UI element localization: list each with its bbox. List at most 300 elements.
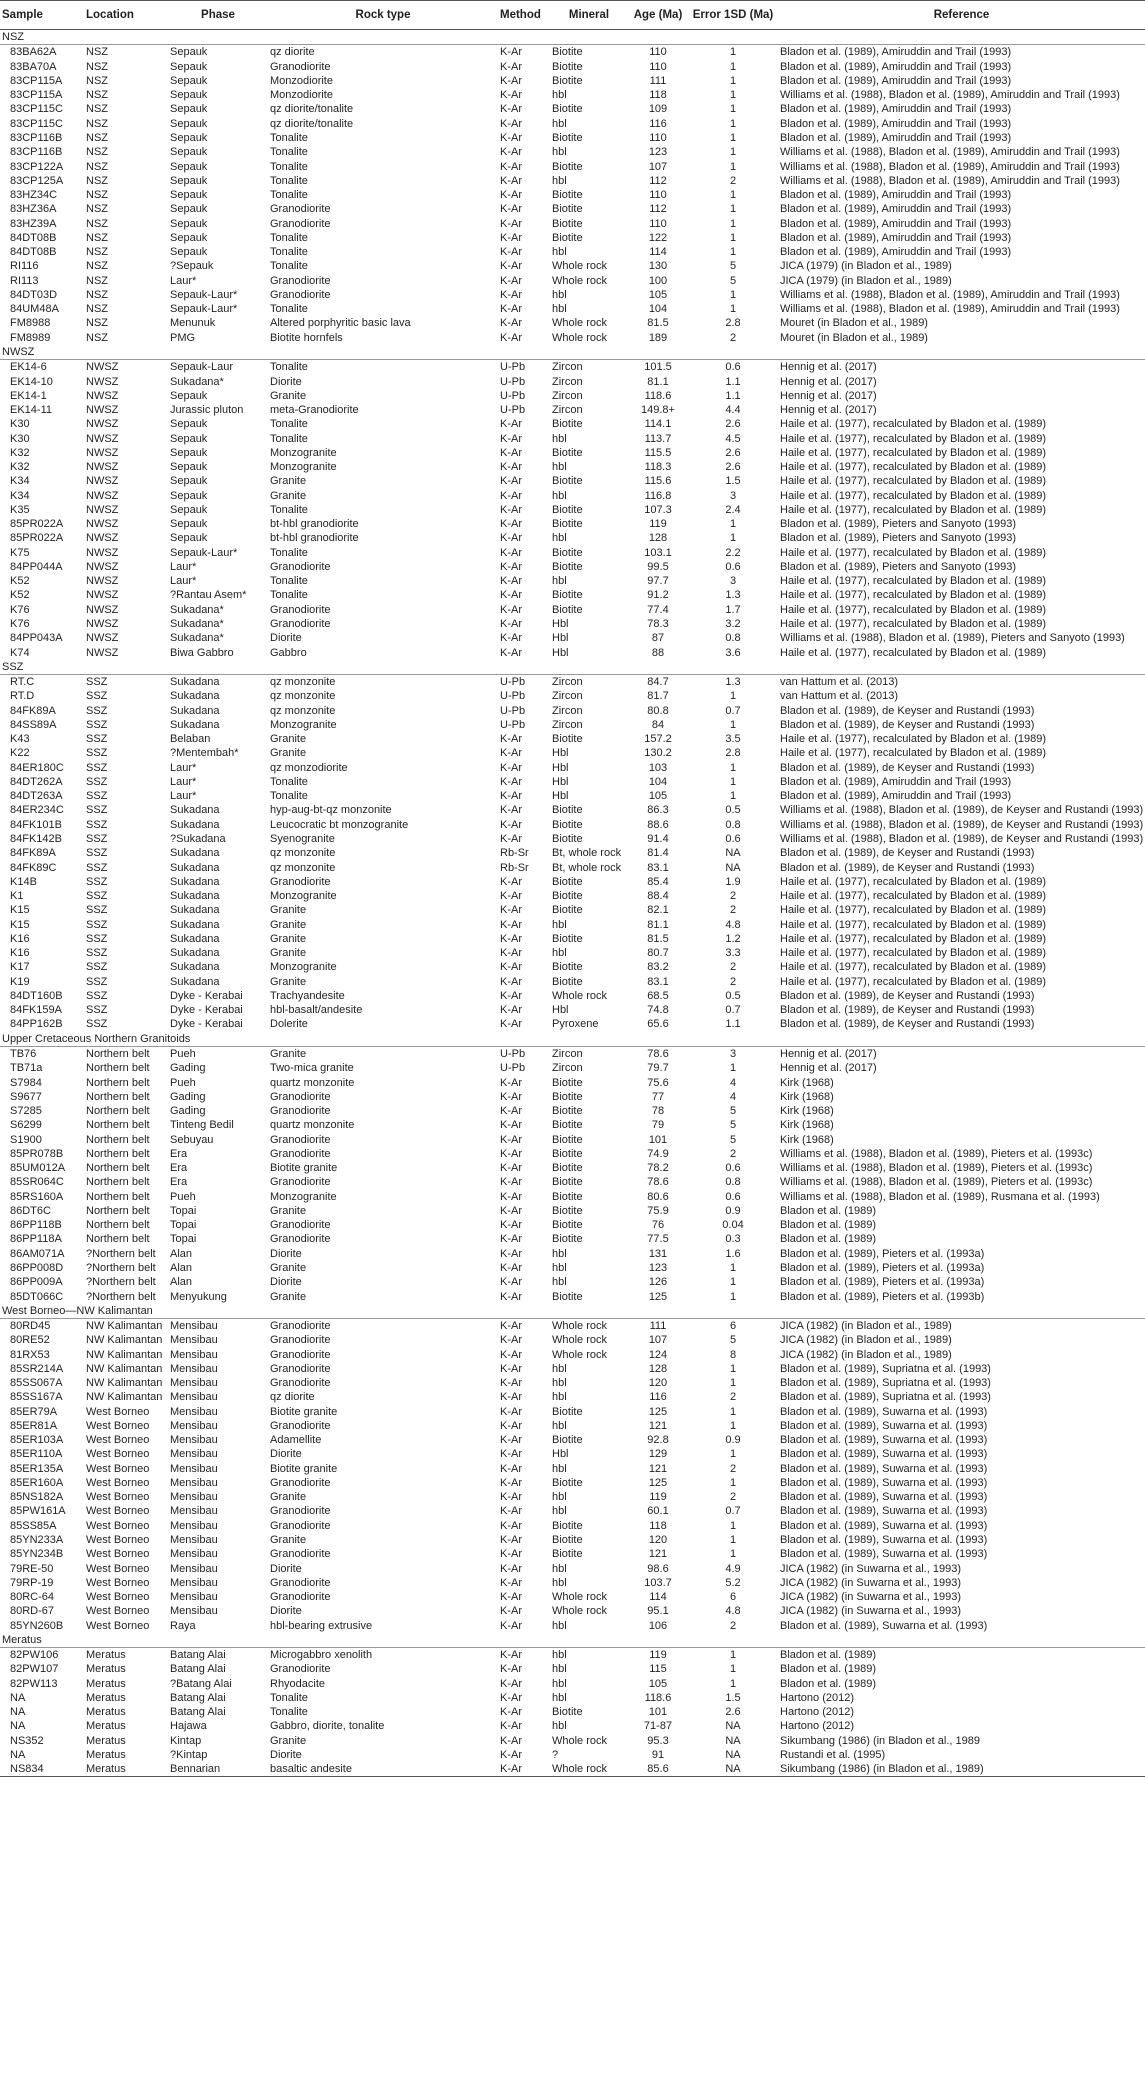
error-cell: 1 (729, 1519, 737, 1532)
reference-cell: Haile et al. (1977), recalculated by Bladon et al. (1989) (780, 618, 1046, 631)
phase-cell: Mensibau (170, 1448, 218, 1461)
rock-type-cell: Granite (270, 947, 307, 960)
error-cell: 1 (729, 532, 737, 545)
mineral-cell: Biotite (552, 1119, 583, 1132)
rock-type-cell: qz diorite/tonalite (270, 117, 354, 130)
mineral-cell: hbl (552, 1276, 567, 1289)
reference-cell: Bladon et al. (1989), Amiruddin and Trail (1993) (780, 231, 1012, 244)
group-header-row (0, 660, 1145, 675)
phase-cell: Sepauk-Laur* (170, 546, 238, 559)
method-cell: K-Ar (500, 1419, 522, 1432)
location-cell: Northern belt (86, 1162, 150, 1175)
sample-cell: 85YN260B (10, 1619, 64, 1632)
table-row (0, 145, 1145, 159)
reference-cell: Bladon et al. (1989), Amiruddin and Trail (1993) (780, 189, 1012, 202)
age-cell: 113.7 (644, 432, 672, 445)
location-cell: SSZ (86, 1018, 108, 1031)
error-cell: 1.5 (725, 475, 741, 488)
rock-type-cell: Diorite (270, 375, 302, 388)
sample-cell: 83CP115C (10, 103, 63, 116)
group-title: NSZ (0, 30, 1145, 45)
phase-cell: Sepauk (170, 217, 208, 230)
method-cell: U-Pb (500, 718, 526, 731)
sample-cell: RI116 (10, 260, 39, 273)
error-cell: 1 (729, 89, 737, 102)
error-cell: NA (725, 861, 741, 874)
phase-cell: Raya (170, 1619, 196, 1632)
location-cell: West Borneo (86, 1548, 150, 1561)
rock-type-cell: Monzodiorite (270, 74, 333, 87)
age-cell: 101 (648, 1133, 668, 1146)
rock-type-cell: qz diorite/tonalite (270, 103, 354, 116)
rock-type-cell: Monzogranite (270, 461, 337, 474)
reference-cell: JICA (1982) (in Suwarna et al., 1993) (780, 1605, 961, 1618)
table-row (0, 1132, 1145, 1146)
phase-cell: Sukadana (170, 975, 220, 988)
phase-cell: Mensibau (170, 1362, 218, 1375)
age-cell: 101.5 (644, 361, 672, 374)
method-cell: K-Ar (500, 518, 522, 531)
table-row (0, 1104, 1145, 1118)
method-cell: K-Ar (500, 446, 522, 459)
age-cell: 88.4 (647, 890, 669, 903)
reference-cell: Bladon et al. (1989), Suwarna et al. (1993) (780, 1419, 988, 1432)
error-cell: 1 (729, 761, 737, 774)
mineral-cell: hbl (552, 288, 567, 301)
location-cell: SSZ (86, 833, 108, 845)
reference-cell: Bladon et al. (1989), de Keyser and Rustandi (1993) (780, 989, 1035, 1002)
table-row (0, 403, 1145, 417)
location-cell: NWSZ (86, 432, 119, 445)
method-cell: K-Ar (500, 1004, 522, 1017)
rock-type-cell: Rhyodacite (270, 1677, 326, 1690)
mineral-cell: Hbl (552, 775, 569, 788)
mineral-cell: Whole rock (550, 1762, 628, 1777)
error-cell: 8 (729, 1348, 737, 1361)
location-cell: NWSZ (86, 361, 119, 374)
table-row (0, 1090, 1145, 1104)
mineral-cell: hbl (552, 1691, 567, 1704)
age-cell: 80.8 (647, 704, 669, 717)
mineral-cell: Biotite (552, 1162, 583, 1175)
error-cell: 1.6 (725, 1247, 741, 1260)
sample-cell: 84FK101B (10, 818, 62, 831)
reference-cell: Bladon et al. (1989), Suwarna et al. (1993) (780, 1448, 988, 1461)
age-cell: 131 (648, 1247, 668, 1260)
reference-cell: Bladon et al. (1989), Supriatna et al. (1993) (780, 1362, 991, 1375)
rock-type-cell: Diorite (270, 1749, 302, 1761)
method-cell: K-Ar (500, 103, 522, 116)
method-cell: K-Ar (500, 733, 522, 746)
rock-type-cell: hyp-aug-bt-qz monzonite (270, 804, 392, 817)
phase-cell: Sepauk-Laur* (170, 288, 238, 301)
rock-type-cell: Tonalite (270, 189, 308, 202)
location-cell: ?Northern belt (86, 1276, 156, 1289)
location-cell: NWSZ (86, 404, 119, 417)
method-cell: K-Ar (500, 1749, 522, 1761)
sample-cell: 84SS89A (10, 718, 57, 731)
age-cell: 81.5 (647, 317, 669, 330)
age-cell: 104 (648, 303, 668, 316)
rock-type-cell: Granodiorite (270, 1334, 331, 1347)
reference-cell: Hennig et al. (2017) (780, 389, 877, 402)
method-cell: Rb-Sr (500, 847, 529, 860)
table-row (0, 1118, 1145, 1132)
phase-cell: Sukadana (170, 847, 220, 860)
error-cell: 0.8 (725, 632, 741, 645)
error-cell: 1 (729, 189, 737, 202)
table-row (0, 1691, 1145, 1705)
location-cell: SSZ (86, 704, 108, 717)
table-row (0, 946, 1145, 960)
mineral-cell: hbl (552, 1562, 567, 1575)
phase-cell: Biwa Gabbro (170, 646, 234, 659)
method-cell: K-Ar (500, 1261, 522, 1274)
rock-type-cell: Granodiorite (270, 1576, 331, 1589)
sample-cell: 83CP125A (10, 174, 64, 187)
reference-cell: Bladon et al. (1989), Amiruddin and Trail (1993) (780, 203, 1012, 216)
group-title: Upper Cretaceous Northern Granitoids (0, 1032, 1145, 1047)
error-cell: 1 (729, 1476, 737, 1489)
reference-cell: Hennig et al. (2017) (780, 1047, 877, 1060)
location-cell: Meratus (86, 1720, 126, 1733)
phase-cell: Mensibau (170, 1377, 218, 1390)
table-row (0, 1533, 1145, 1547)
method-cell: K-Ar (500, 1691, 522, 1704)
location-cell: SSZ (86, 804, 108, 817)
sample-cell: NA (10, 1691, 26, 1704)
location-cell: West Borneo (86, 1476, 150, 1489)
age-cell: 86.3 (647, 804, 669, 817)
reference-cell: van Hattum et al. (2013) (780, 676, 899, 689)
sample-cell: S6299 (10, 1119, 42, 1132)
phase-cell: ?Batang Alai (170, 1677, 232, 1690)
age-cell: 83.1 (647, 861, 669, 874)
method-cell: K-Ar (500, 575, 522, 588)
age-cell: 119 (649, 518, 667, 531)
error-cell: 3 (729, 575, 737, 588)
table-row (0, 803, 1145, 817)
phase-cell: Sukadana (170, 890, 220, 903)
error-cell: NA (725, 1734, 741, 1747)
mineral-cell: Biotite (552, 560, 583, 573)
reference-cell: Haile et al. (1977), recalculated by Bladon et al. (1989) (780, 890, 1046, 903)
location-cell: NSZ (86, 174, 108, 187)
age-cell: 157.2 (644, 733, 672, 746)
error-cell: 3.2 (725, 618, 741, 631)
location-cell: NWSZ (86, 618, 119, 631)
rock-type-cell: bt-hbl granodiorite (270, 518, 359, 531)
error-cell: 5 (729, 1334, 737, 1347)
table-row (0, 1433, 1145, 1447)
error-cell: 3 (729, 489, 737, 502)
mineral-cell: Biotite (552, 60, 583, 73)
method-cell: K-Ar (500, 560, 522, 573)
age-cell: 116 (649, 117, 667, 130)
error-cell: 1.5 (725, 1691, 741, 1704)
header-reference: Reference (778, 1, 1145, 30)
method-cell: K-Ar (500, 1649, 522, 1662)
age-cell: 78.6 (647, 1047, 669, 1060)
reference-cell: Kirk (1968) (780, 1076, 834, 1089)
reference-cell: Haile et al. (1977), recalculated by Bladon et al. (1989) (780, 747, 1046, 760)
table-row (0, 1003, 1145, 1017)
reference-cell: Hartono (2012) (780, 1706, 854, 1719)
location-cell: NSZ (86, 303, 108, 316)
mineral-cell: hbl (552, 1377, 567, 1390)
reference-cell: van Hattum et al. (2013) (780, 690, 899, 703)
location-cell: Meratus (86, 1649, 126, 1662)
mineral-cell: Biotite (552, 1133, 583, 1146)
phase-cell: Sepauk (170, 60, 208, 73)
location-cell: Northern belt (86, 1119, 150, 1132)
phase-cell: Sepauk-Laur (170, 361, 233, 374)
phase-cell: Pueh (170, 1047, 196, 1060)
reference-cell: Bladon et al. (1989), Suwarna et al. (1993) (780, 1491, 988, 1504)
error-cell: 1 (729, 217, 737, 230)
phase-cell: Mensibau (170, 1391, 218, 1404)
phase-cell: Laur* (170, 575, 197, 588)
error-cell: 2.6 (725, 461, 741, 474)
table-row (0, 389, 1145, 403)
error-cell: 1 (729, 1534, 737, 1547)
rock-type-cell: Granodiorite (270, 1219, 331, 1232)
reference-cell: Bladon et al. (1989), Supriatna et al. (1993) (780, 1377, 991, 1390)
sample-cell: 84ER234C (10, 804, 64, 817)
reference-cell: Haile et al. (1977), recalculated by Bladon et al. (1989) (780, 461, 1046, 474)
location-cell: SSZ (86, 847, 108, 860)
group-header-row (0, 1032, 1145, 1047)
age-cell: 119 (649, 1491, 667, 1504)
sample-cell: 82PW113 (10, 1677, 58, 1690)
location-cell: NSZ (86, 60, 108, 73)
error-cell: 1 (729, 117, 737, 130)
reference-cell: Hennig et al. (2017) (780, 1062, 877, 1075)
method-cell: U-Pb (500, 389, 526, 402)
age-cell: 114 (649, 246, 667, 259)
sample-cell: K16 (10, 932, 30, 945)
sample-cell: 83CP115A (10, 74, 63, 87)
location-cell: ?Northern belt (86, 1247, 156, 1260)
table-row (0, 117, 1145, 131)
mineral-cell: Whole rock (552, 274, 608, 287)
table-row (0, 1046, 1145, 1061)
age-cell: 111 (649, 1320, 667, 1333)
reference-cell: Haile et al. (1977), recalculated by Bladon et al. (1989) (780, 646, 1046, 659)
age-cell: 110 (649, 131, 667, 144)
mineral-cell: Biotite (552, 1076, 583, 1089)
phase-cell: Sepauk (170, 532, 208, 545)
mineral-cell: Biotite (552, 446, 583, 459)
phase-cell: Sukadana* (170, 375, 224, 388)
age-cell: 85.6 (628, 1762, 688, 1777)
age-cell: 105 (648, 288, 668, 301)
error-cell: 1 (729, 46, 737, 59)
error-cell: NA (725, 1749, 741, 1761)
rock-type-cell: qz diorite (270, 46, 315, 59)
mineral-cell: Hbl (552, 747, 569, 760)
location-cell: SSZ (86, 861, 108, 874)
age-cell: 78.6 (647, 1176, 669, 1189)
reference-cell: Bladon et al. (1989), de Keyser and Rustandi (1993) (780, 847, 1035, 860)
reference-cell: Haile et al. (1977), recalculated by Bladon et al. (1989) (780, 875, 1046, 888)
mineral-cell: hbl (552, 1576, 567, 1589)
rock-type-cell: Granodiorite (270, 1233, 331, 1246)
mineral-cell: Whole rock (552, 1591, 608, 1604)
age-cell: 118 (649, 89, 667, 102)
location-cell: NWSZ (86, 575, 119, 588)
table-row (0, 1376, 1145, 1390)
sample-cell: 79RP-19 (10, 1576, 54, 1589)
method-cell: U-Pb (500, 704, 526, 717)
location-cell: SSZ (86, 1004, 108, 1017)
sample-cell: 80RC-64 (10, 1591, 55, 1604)
phase-cell: Sepauk (170, 103, 208, 116)
age-cell: 81.1 (647, 918, 669, 931)
reference-cell: Haile et al. (1977), recalculated by Bladon et al. (1989) (780, 904, 1046, 917)
group-header-row (0, 345, 1145, 360)
age-cell: 68.5 (647, 989, 669, 1002)
error-cell: 0.6 (725, 833, 741, 845)
age-cell: 83.2 (647, 961, 669, 974)
rock-type-cell: Leucocratic bt monzogranite (270, 818, 409, 831)
reference-cell: Bladon et al. (1989), Pieters et al. (1993b) (780, 1290, 985, 1303)
age-cell: 74.9 (647, 1147, 669, 1160)
mineral-cell: Whole rock (552, 260, 608, 273)
rock-type-cell: hbl-bearing extrusive (270, 1619, 373, 1632)
sample-cell: 80RD45 (10, 1320, 51, 1333)
location-cell: NSZ (86, 89, 108, 102)
age-cell: 78.2 (647, 1162, 669, 1175)
phase-cell: Topai (170, 1204, 197, 1217)
location-cell: NWSZ (86, 532, 119, 545)
mineral-cell: Biotite (552, 217, 583, 230)
sample-cell: FM8989 (10, 331, 51, 344)
location-cell: West Borneo (86, 1534, 150, 1547)
error-cell: 2 (729, 1147, 737, 1160)
table-row (0, 846, 1145, 860)
header-age: Age (Ma) (628, 1, 688, 30)
age-cell: 121 (648, 1462, 668, 1475)
method-cell: K-Ar (500, 1677, 522, 1690)
sample-cell: 84PP162B (10, 1018, 63, 1031)
reference-cell: JICA (1982) (in Suwarna et al., 1993) (780, 1576, 961, 1589)
error-cell: 4.4 (725, 404, 741, 417)
sample-cell: 83CP116B (10, 131, 63, 144)
method-cell: K-Ar (500, 1519, 522, 1532)
phase-cell: Kintap (170, 1734, 202, 1747)
error-cell: 0.7 (725, 704, 741, 717)
reference-cell: Bladon et al. (1989), de Keyser and Rustandi (1993) (780, 1018, 1035, 1031)
location-cell: SSZ (86, 747, 108, 760)
reference-cell: Haile et al. (1977), recalculated by Bladon et al. (1989) (780, 947, 1046, 960)
error-cell: 5 (729, 274, 737, 287)
mineral-cell: Biotite (552, 1233, 583, 1246)
mineral-cell: Hbl (552, 1004, 569, 1017)
table-row (0, 489, 1145, 503)
phase-cell: Sepauk (170, 146, 208, 159)
mineral-cell: Biotite (552, 1219, 583, 1232)
reference-cell: Bladon et al. (1989), Suwarna et al. (1993) (780, 1476, 988, 1489)
table-row (0, 1175, 1145, 1189)
age-cell: 74.8 (647, 1004, 669, 1017)
error-cell: 1 (729, 131, 737, 144)
rock-type-cell: Tonalite (270, 775, 308, 788)
sample-cell: 85ER103A (10, 1434, 64, 1447)
age-cell: 103 (648, 761, 668, 774)
reference-cell: Bladon et al. (1989), Amiruddin and Trail (1993) (780, 217, 1012, 230)
reference-cell: Kirk (1968) (780, 1105, 834, 1118)
mineral-cell: Zircon (552, 389, 583, 402)
error-cell: 1 (729, 1362, 737, 1375)
sample-cell: 85UM012A (10, 1162, 66, 1175)
reference-cell: Bladon et al. (1989), de Keyser and Rustandi (1993) (780, 761, 1035, 774)
age-cell: 111 (649, 74, 667, 87)
age-cell: 122 (648, 231, 668, 244)
location-cell: NWSZ (86, 603, 119, 616)
table-row (0, 689, 1145, 703)
error-cell: 2 (729, 174, 737, 187)
rock-type-cell: Tonalite (270, 146, 308, 159)
reference-cell: Bladon et al. (1989), Amiruddin and Trail (1993) (780, 775, 1012, 788)
table-row (0, 1061, 1145, 1075)
table-row (0, 1719, 1145, 1733)
sample-cell: 85RS160A (10, 1190, 64, 1203)
mineral-cell: Whole rock (552, 1334, 608, 1347)
sample-cell: 86DT6C (10, 1204, 51, 1217)
error-cell: 1 (729, 288, 737, 301)
reference-cell: Haile et al. (1977), recalculated by Bladon et al. (1989) (780, 432, 1046, 445)
method-cell: K-Ar (500, 1576, 522, 1589)
age-cell: 109 (648, 103, 668, 116)
error-cell: 3.6 (725, 646, 741, 659)
age-cell: 105 (648, 1677, 668, 1690)
table-row (0, 917, 1145, 931)
rock-type-cell: quartz monzonite (270, 1119, 355, 1132)
rock-type-cell: Monzogranite (270, 961, 337, 974)
mineral-cell: hbl (552, 1462, 567, 1475)
table-row (0, 102, 1145, 116)
table-body (0, 30, 1145, 1777)
method-cell: K-Ar (500, 1377, 522, 1390)
method-cell: K-Ar (500, 461, 522, 474)
age-cell: 125 (648, 1476, 668, 1489)
age-cell: 60.1 (647, 1505, 669, 1518)
rock-type-cell: Granite (270, 1491, 307, 1504)
rock-type-cell: Altered porphyritic basic lava (270, 317, 411, 330)
reference-cell: Hennig et al. (2017) (780, 375, 877, 388)
error-cell: 3.5 (725, 733, 741, 746)
rock-type-cell: Syenogranite (270, 833, 335, 845)
phase-cell: Sukadana (170, 690, 220, 703)
mineral-cell: Whole rock (552, 317, 608, 330)
sample-cell: K22 (10, 747, 30, 760)
table-row (0, 1318, 1145, 1333)
mineral-cell: Biotite (552, 1176, 583, 1189)
method-cell: K-Ar (500, 274, 522, 287)
method-cell: K-Ar (500, 761, 522, 774)
method-cell: K-Ar (500, 146, 522, 159)
reference-cell: Williams et al. (1988), Bladon et al. (1989), de Keyser and Rustandi (1993) (780, 818, 1144, 831)
method-cell: K-Ar (500, 1562, 522, 1575)
mineral-cell: Biotite (552, 804, 583, 817)
error-cell: 4.8 (725, 918, 741, 931)
method-cell: K-Ar (500, 904, 522, 917)
table-row (0, 960, 1145, 974)
sample-cell: K52 (10, 575, 30, 588)
sample-cell: 85PR022A (10, 532, 64, 545)
sample-cell: 83HZ36A (10, 203, 57, 216)
